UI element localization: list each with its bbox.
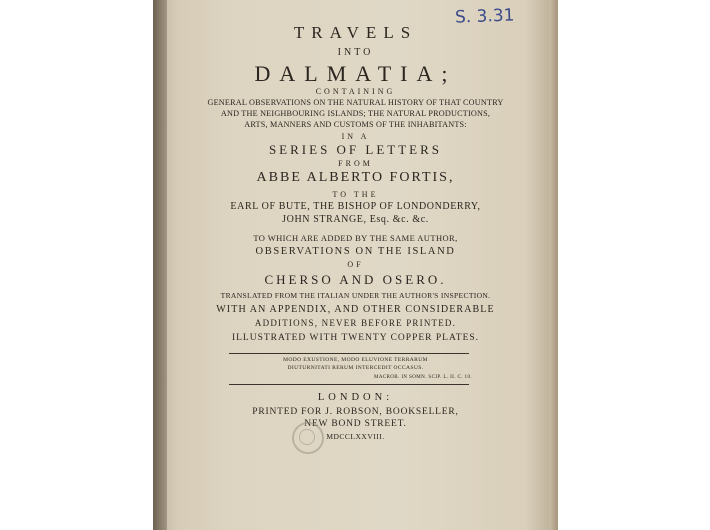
handwritten-shelfmark: S. 3.31 bbox=[454, 5, 515, 28]
observations-line: OBSERVATIONS ON THE ISLAND bbox=[255, 246, 456, 257]
epigraph-rule-top bbox=[229, 353, 469, 354]
islands-heading: CHERSO AND OSERO. bbox=[264, 272, 447, 287]
description-line-1: GENERAL OBSERVATIONS ON THE NATURAL HISTORY OF THAT COUNTRY bbox=[207, 98, 504, 107]
epigraph-line-2: DIUTURNITATI RERUM INTERCEDIT OCCASUS. bbox=[287, 365, 424, 371]
description-line-3: ARTS, MANNERS AND CUSTOMS OF THE INHABITANTS: bbox=[244, 120, 467, 129]
imprint-city: LONDON: bbox=[317, 392, 394, 403]
illustrated-line: ILLUSTRATED WITH TWENTY COPPER PLATES. bbox=[231, 333, 480, 343]
library-stamp bbox=[292, 422, 324, 454]
title-page bbox=[153, 0, 558, 530]
title-line-1: TRAVELS bbox=[293, 23, 418, 42]
description-line-2: AND THE NEIGHBOURING ISLANDS; THE NATURAL PRODUCTIONS, bbox=[220, 109, 491, 118]
author-name: ABBE ALBERTO FORTIS, bbox=[256, 170, 455, 185]
page-edge bbox=[549, 0, 558, 530]
translated-line: TRANSLATED FROM THE ITALIAN UNDER THE AUTHOR'S INSPECTION. bbox=[220, 291, 491, 300]
imprint-printer: PRINTED FOR J. ROBSON, BOOKSELLER, bbox=[252, 407, 459, 417]
imprint-year: MDCCLXXVIII. bbox=[326, 432, 385, 441]
from-label: FROM bbox=[338, 159, 373, 168]
imprint-street: NEW BOND STREET. bbox=[304, 419, 407, 429]
in-a-label: IN A bbox=[341, 132, 370, 141]
epigraph-line-1: MODO EXUSTIONE, MODO ELUVIONE TERRARUM bbox=[283, 357, 428, 363]
title-line-2: INTO bbox=[337, 47, 374, 58]
recipients-line-2: JOHN STRANGE, Esq. &c. &c. bbox=[282, 214, 429, 225]
book-binding-edge bbox=[153, 0, 167, 530]
recipients-line-1: EARL OF BUTE, THE BISHOP OF LONDONDERRY, bbox=[230, 201, 481, 212]
added-line: TO WHICH ARE ADDED BY THE SAME AUTHOR, bbox=[253, 233, 458, 243]
appendix-line-1: WITH AN APPENDIX, AND OTHER CONSIDERABLE bbox=[216, 304, 495, 315]
containing-label: CONTAINING bbox=[315, 87, 396, 96]
series-heading: SERIES OF LETTERS bbox=[268, 142, 443, 157]
epigraph-rule-bottom bbox=[229, 384, 469, 385]
title-line-3: DALMATIA; bbox=[254, 61, 457, 86]
epigraph-source: MACROB. IN SOMN. SCIP. L. II. C. 10. bbox=[373, 375, 472, 380]
appendix-line-2: ADDITIONS, NEVER BEFORE PRINTED. bbox=[254, 318, 457, 328]
to-the-label: TO THE bbox=[332, 190, 379, 199]
of-label: OF bbox=[347, 260, 364, 269]
